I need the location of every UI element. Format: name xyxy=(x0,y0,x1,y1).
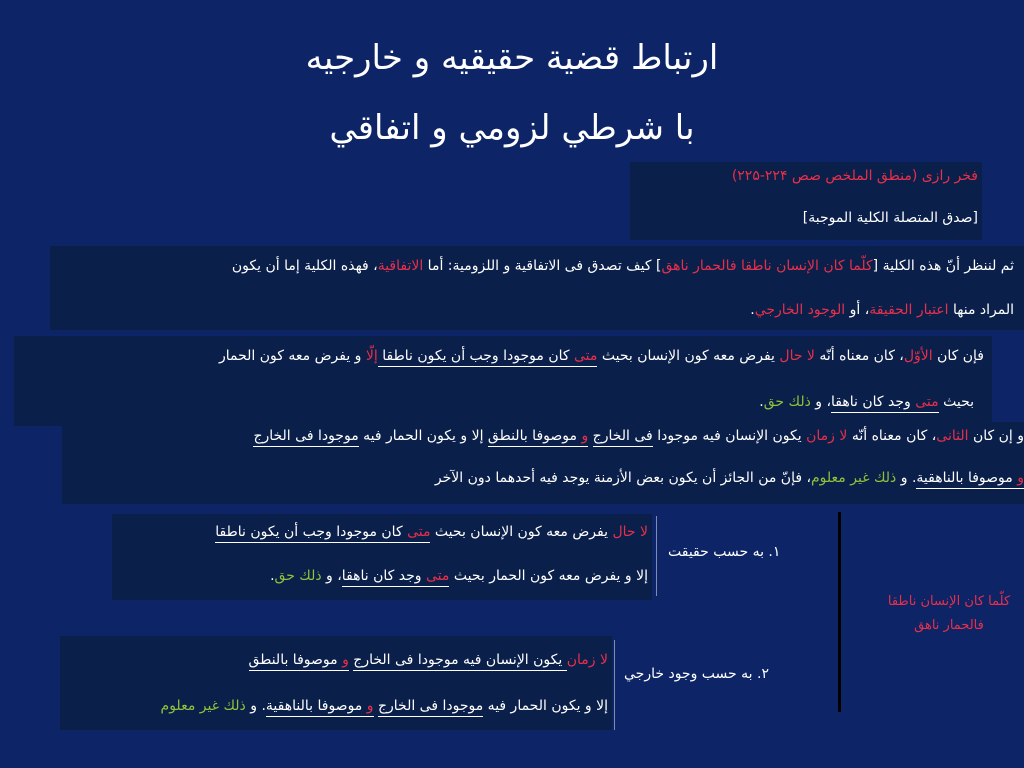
highlight-red: الثانی xyxy=(936,428,969,444)
text-run: ثم لننظر أنّ هذه الكلية [ xyxy=(872,258,1014,274)
underlined-text: موجودا فی الخارج xyxy=(253,428,358,447)
text-run: إلا و يفرض معه كون الحمار بحيث xyxy=(449,568,648,584)
paragraph-second-case-line2 xyxy=(435,470,1024,486)
text-run: ، كان معناه أنّه xyxy=(814,348,904,364)
highlight-red: لا حال xyxy=(612,524,648,540)
text-run: . xyxy=(750,302,755,318)
underlined-text: موجودا فی الخارج xyxy=(378,698,483,717)
paragraph-intro xyxy=(50,246,1024,330)
text-run: و يفرض معه كون الحمار xyxy=(219,348,366,364)
underlined-text: موصوفا بالناهقية xyxy=(266,698,367,717)
text-run: ، فإنّ من الجائز أن يكون بعض الأزمنة يوجد فيه أحدهما دون الآخر xyxy=(434,470,812,486)
underlined-text: فی الخارج xyxy=(593,428,653,447)
bracket-divider xyxy=(838,512,841,712)
item1-label: ۱. به حسب حقيقت xyxy=(668,544,781,560)
text-run: يفرض معه كون الإنسان بحيث xyxy=(430,524,613,540)
underlined-text: وجد كان ناهقا xyxy=(831,394,915,413)
paragraph-first-case xyxy=(14,336,992,426)
highlight-red: لا حال xyxy=(779,348,815,364)
citation-text: فخر رازی (منطق الملخص صص ۲۲۴-۲۲۵) xyxy=(731,168,978,184)
text-run: يكون الإنسان فيه موجودا xyxy=(652,428,807,444)
highlight-red: اعتبار الحقيقة xyxy=(869,302,949,318)
text-run: ، و xyxy=(321,568,342,584)
side-label xyxy=(884,590,1014,638)
text-run: . xyxy=(270,568,275,584)
highlight-red: إلّا xyxy=(365,348,378,364)
text-run: ، كان معناه أنّه xyxy=(847,428,937,444)
text-run: و إن كان xyxy=(968,428,1024,444)
paragraph-intro-line1 xyxy=(232,258,1014,274)
highlight-red: و xyxy=(581,428,588,447)
paragraph-intro-line2 xyxy=(750,302,1014,318)
text-run: بحيث xyxy=(938,394,974,410)
text-run xyxy=(588,428,592,444)
paragraph-second-case xyxy=(62,422,1024,504)
text-run: إلا و يكون الحمار فيه xyxy=(483,698,608,714)
text-run: يفرض معه كون الإنسان بحيث xyxy=(597,348,780,364)
highlight-red: متى xyxy=(915,394,938,413)
underlined-text: موصوفا بالنطق xyxy=(249,652,343,671)
highlight-red: متى xyxy=(426,568,449,587)
item2-divider xyxy=(614,640,615,730)
highlight-red: لا زمان xyxy=(806,428,848,444)
paragraph-first-case-line1 xyxy=(219,348,984,364)
highlight-red: كلّما كان الإنسان ناطقا فالحمار ناهق xyxy=(661,258,873,274)
text-run: إلا و يكون الحمار فيه xyxy=(358,428,488,444)
side-label-line2: فالحمار ناهق xyxy=(914,618,984,633)
highlight-red: و xyxy=(1017,470,1024,489)
highlight-green: ذلك غير معلوم xyxy=(811,470,897,486)
highlight-green: ذلك غير معلوم xyxy=(160,698,246,714)
side-label-line1: كلّما كان الإنسان ناطقا xyxy=(887,594,1011,609)
paragraph-first-case-line2 xyxy=(759,394,974,410)
slide-title-line1: ارتباط قضية حقيقيه و خارجيه xyxy=(305,38,719,78)
text-run: ] كيف تصدق فی الاتفاقية و اللزومية: أما xyxy=(423,258,662,274)
underlined-text: كان موجودا وجب أن يكون ناطقا xyxy=(215,524,407,543)
underlined-text: فی الخارج xyxy=(353,652,413,671)
text-run: المراد منها xyxy=(948,302,1014,318)
item1-panel xyxy=(112,514,652,600)
underlined-text: موصوفا بالناهقية xyxy=(916,470,1017,489)
highlight-red: و xyxy=(367,698,374,717)
source-heading xyxy=(803,210,978,226)
highlight-red: متى xyxy=(574,348,597,367)
underlined-text: وجد كان ناهقا xyxy=(342,568,426,587)
item2-line1 xyxy=(249,652,608,668)
paragraph-second-case-line1 xyxy=(253,428,1024,444)
source-panel xyxy=(630,162,982,240)
highlight-red: الأوّل xyxy=(903,348,933,364)
text-run: ، فهذه الكلية إما أن يكون xyxy=(231,258,378,274)
item2-line2 xyxy=(161,698,608,714)
highlight-red: الوجود الخارجي xyxy=(754,302,846,318)
text-run: . و xyxy=(896,470,917,486)
item2-panel xyxy=(60,636,612,730)
item1-divider xyxy=(656,516,657,596)
item1-line1 xyxy=(215,524,648,540)
text-run: . xyxy=(759,394,764,410)
text-run: ، أو xyxy=(845,302,870,318)
text-run: ، و xyxy=(810,394,832,410)
highlight-red: الاتفاقية xyxy=(377,258,424,274)
text-run: فإن كان xyxy=(932,348,984,364)
item2-label: ۲. به حسب وجود خارجي xyxy=(624,666,769,682)
highlight-red: متى xyxy=(407,524,430,543)
underlined-text: كان موجودا وجب أن يكون ناطقا xyxy=(378,348,574,367)
underlined-text: يكون الإنسان فيه موجودا xyxy=(413,652,566,671)
text-run: . و xyxy=(245,698,266,714)
heading-text: [صدق المتصلة الكلية الموجبة] xyxy=(802,210,978,226)
highlight-red: و xyxy=(342,652,349,671)
item1-line2 xyxy=(270,568,648,584)
source-citation xyxy=(732,168,978,184)
slide-title-line2: با شرطي لزومي و اتفاقي xyxy=(329,108,695,148)
highlight-green: ذلك حق xyxy=(763,394,811,410)
underlined-text: موصوفا بالنطق xyxy=(488,428,582,447)
highlight-red: لا زمان xyxy=(566,652,608,668)
highlight-green: ذلك حق xyxy=(274,568,322,584)
